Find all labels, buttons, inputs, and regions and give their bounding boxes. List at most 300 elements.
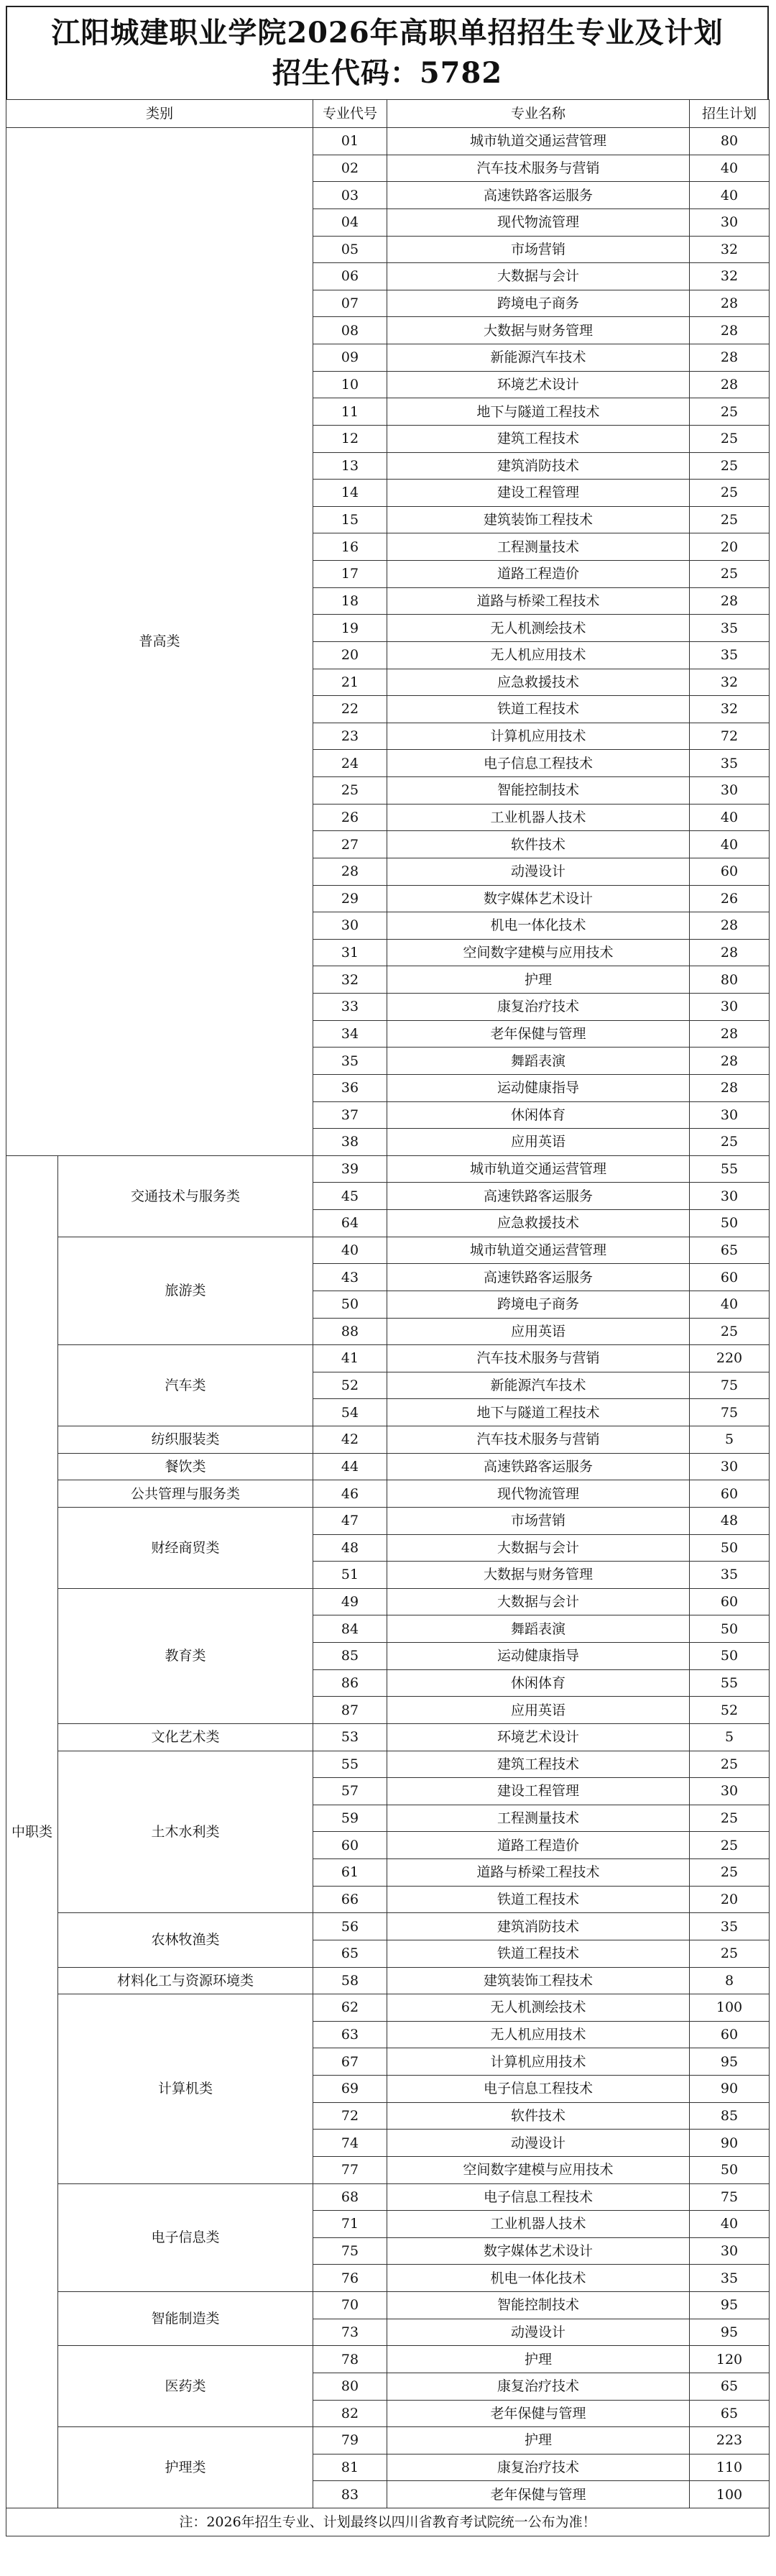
quota-cell: 26 xyxy=(690,885,770,912)
header-name: 专业名称 xyxy=(387,100,690,128)
major-name-cell: 计算机应用技术 xyxy=(387,723,690,750)
major-code-cell: 35 xyxy=(313,1048,387,1075)
quota-cell: 40 xyxy=(690,831,770,858)
major-code-cell: 10 xyxy=(313,371,387,398)
major-code-cell: 28 xyxy=(313,858,387,885)
quota-cell: 28 xyxy=(690,587,770,615)
major-name-cell: 工程测量技术 xyxy=(387,1805,690,1832)
quota-cell: 55 xyxy=(690,1669,770,1697)
major-code-cell: 64 xyxy=(313,1210,387,1237)
major-name-cell: 电子信息工程技术 xyxy=(387,2183,690,2211)
quota-cell: 30 xyxy=(690,1778,770,1805)
table-row xyxy=(6,128,770,155)
major-name-cell: 应用英语 xyxy=(387,1129,690,1156)
major-name-cell: 环境艺术设计 xyxy=(387,1723,690,1751)
quota-cell: 25 xyxy=(690,480,770,507)
major-code-cell: 38 xyxy=(313,1129,387,1156)
quota-cell: 50 xyxy=(690,1210,770,1237)
major-name-cell: 老年保健与管理 xyxy=(387,2400,690,2427)
subcategory-cell: 纺织服装类 xyxy=(58,1426,313,1454)
major-code-cell: 52 xyxy=(313,1372,387,1399)
major-code-cell: 21 xyxy=(313,669,387,696)
quota-cell: 28 xyxy=(690,939,770,966)
subcategory-cell: 护理类 xyxy=(58,2427,313,2508)
subcategory-cell: 农林牧渔类 xyxy=(58,1913,313,1967)
quota-cell: 85 xyxy=(690,2102,770,2130)
quota-cell: 35 xyxy=(690,615,770,642)
quota-cell: 50 xyxy=(690,1615,770,1643)
major-code-cell: 74 xyxy=(313,2130,387,2157)
major-code-cell: 03 xyxy=(313,182,387,209)
quota-cell: 25 xyxy=(690,1129,770,1156)
major-code-cell: 85 xyxy=(313,1643,387,1670)
major-name-cell: 建设工程管理 xyxy=(387,480,690,507)
quota-cell: 25 xyxy=(690,561,770,588)
major-code-cell: 75 xyxy=(313,2237,387,2265)
major-code-cell: 86 xyxy=(313,1669,387,1697)
major-code-cell: 45 xyxy=(313,1183,387,1210)
major-code-cell: 44 xyxy=(313,1453,387,1480)
major-name-cell: 高速铁路客运服务 xyxy=(387,1183,690,1210)
quota-cell: 60 xyxy=(690,1480,770,1508)
quota-cell: 60 xyxy=(690,2021,770,2048)
quota-cell: 95 xyxy=(690,2048,770,2076)
major-code-cell: 14 xyxy=(313,480,387,507)
major-name-cell: 动漫设计 xyxy=(387,2130,690,2157)
quota-cell: 20 xyxy=(690,1886,770,1913)
major-name-cell: 现代物流管理 xyxy=(387,1480,690,1508)
major-code-cell: 07 xyxy=(313,290,387,317)
major-name-cell: 城市轨道交通运营管理 xyxy=(387,128,690,155)
quota-cell: 25 xyxy=(690,1940,770,1967)
subcategory-cell: 财经商贸类 xyxy=(58,1507,313,1588)
enrollment-plan-table xyxy=(6,99,770,2536)
major-name-cell: 跨境电子商务 xyxy=(387,290,690,317)
major-name-cell: 舞蹈表演 xyxy=(387,1615,690,1643)
table-row xyxy=(6,2346,770,2373)
quota-cell: 30 xyxy=(690,1101,770,1129)
quota-cell: 28 xyxy=(690,1020,770,1048)
table-row xyxy=(6,1994,770,2022)
table-row xyxy=(6,1507,770,1534)
major-name-cell: 城市轨道交通运营管理 xyxy=(387,1237,690,1264)
quota-cell: 25 xyxy=(690,425,770,452)
header-code: 专业代号 xyxy=(313,100,387,128)
major-code-cell: 56 xyxy=(313,1913,387,1940)
quota-cell: 40 xyxy=(690,182,770,209)
major-code-cell: 55 xyxy=(313,1751,387,1778)
major-code-cell: 12 xyxy=(313,425,387,452)
major-code-cell: 65 xyxy=(313,1940,387,1967)
category-type-cell: 普高类 xyxy=(6,128,313,1156)
major-name-cell: 现代物流管理 xyxy=(387,208,690,236)
major-name-cell: 护理 xyxy=(387,966,690,994)
major-code-cell: 32 xyxy=(313,966,387,994)
quota-cell: 30 xyxy=(690,777,770,805)
major-code-cell: 23 xyxy=(313,723,387,750)
title-block xyxy=(6,6,769,99)
major-code-cell: 60 xyxy=(313,1832,387,1859)
major-code-cell: 76 xyxy=(313,2265,387,2292)
table-row xyxy=(6,1967,770,1994)
major-code-cell: 68 xyxy=(313,2183,387,2211)
major-name-cell: 空间数字建模与应用技术 xyxy=(387,2156,690,2183)
major-code-cell: 15 xyxy=(313,506,387,533)
major-name-cell: 工程测量技术 xyxy=(387,533,690,561)
major-name-cell: 康复治疗技术 xyxy=(387,994,690,1021)
major-code-cell: 26 xyxy=(313,804,387,831)
major-name-cell: 铁道工程技术 xyxy=(387,1886,690,1913)
major-code-cell: 53 xyxy=(313,1723,387,1751)
major-code-cell: 09 xyxy=(313,344,387,372)
major-name-cell: 休闲体育 xyxy=(387,1669,690,1697)
table-row xyxy=(6,1480,770,1508)
major-name-cell: 软件技术 xyxy=(387,2102,690,2130)
major-code-cell: 41 xyxy=(313,1345,387,1372)
major-code-cell: 48 xyxy=(313,1534,387,1562)
major-name-cell: 高速铁路客运服务 xyxy=(387,1264,690,1291)
quota-cell: 30 xyxy=(690,2237,770,2265)
major-code-cell: 40 xyxy=(313,1237,387,1264)
major-name-cell: 道路工程造价 xyxy=(387,561,690,588)
quota-cell: 28 xyxy=(690,1074,770,1101)
subcategory-cell: 公共管理与服务类 xyxy=(58,1480,313,1508)
quota-cell: 75 xyxy=(690,2183,770,2211)
major-name-cell: 建筑工程技术 xyxy=(387,1751,690,1778)
note-row xyxy=(6,2508,770,2536)
major-name-cell: 软件技术 xyxy=(387,831,690,858)
major-code-cell: 06 xyxy=(313,263,387,290)
quota-cell: 75 xyxy=(690,1372,770,1399)
subcategory-cell: 汽车类 xyxy=(58,1345,313,1426)
table-row xyxy=(6,1155,770,1183)
major-code-cell: 08 xyxy=(313,317,387,344)
major-name-cell: 市场营销 xyxy=(387,1507,690,1534)
major-name-cell: 工业机器人技术 xyxy=(387,2211,690,2238)
major-code-cell: 88 xyxy=(313,1318,387,1345)
major-name-cell: 电子信息工程技术 xyxy=(387,750,690,777)
quota-cell: 30 xyxy=(690,208,770,236)
quota-cell: 28 xyxy=(690,371,770,398)
major-name-cell: 护理 xyxy=(387,2346,690,2373)
quota-cell: 80 xyxy=(690,128,770,155)
quota-cell: 50 xyxy=(690,1643,770,1670)
major-name-cell: 建筑消防技术 xyxy=(387,1913,690,1940)
quota-cell: 30 xyxy=(690,1183,770,1210)
quota-cell: 30 xyxy=(690,994,770,1021)
major-name-cell: 道路与桥梁工程技术 xyxy=(387,1859,690,1887)
subcategory-cell: 文化艺术类 xyxy=(58,1723,313,1751)
major-name-cell: 应急救援技术 xyxy=(387,1210,690,1237)
major-name-cell: 地下与隧道工程技术 xyxy=(387,1399,690,1426)
major-code-cell: 29 xyxy=(313,885,387,912)
table-row xyxy=(6,1751,770,1778)
major-name-cell: 计算机应用技术 xyxy=(387,2048,690,2076)
major-name-cell: 电子信息工程技术 xyxy=(387,2076,690,2103)
table-row xyxy=(6,1453,770,1480)
quota-cell: 25 xyxy=(690,1318,770,1345)
quota-cell: 20 xyxy=(690,533,770,561)
quota-cell: 25 xyxy=(690,1859,770,1887)
major-name-cell: 应急救援技术 xyxy=(387,669,690,696)
major-code-cell: 19 xyxy=(313,615,387,642)
major-code-cell: 73 xyxy=(313,2319,387,2346)
table-row xyxy=(6,1588,770,1615)
major-code-cell: 33 xyxy=(313,994,387,1021)
quota-cell: 32 xyxy=(690,236,770,263)
major-name-cell: 市场营销 xyxy=(387,236,690,263)
quota-cell: 35 xyxy=(690,2265,770,2292)
quota-cell: 95 xyxy=(690,2292,770,2319)
quota-cell: 35 xyxy=(690,1562,770,1589)
major-name-cell: 汽车技术服务与营销 xyxy=(387,1426,690,1454)
major-code-cell: 22 xyxy=(313,696,387,723)
quota-cell: 28 xyxy=(690,344,770,372)
major-name-cell: 动漫设计 xyxy=(387,858,690,885)
quota-cell: 5 xyxy=(690,1426,770,1454)
major-code-cell: 20 xyxy=(313,641,387,669)
enrollment-code: 招生代码：5782 xyxy=(272,56,503,90)
major-name-cell: 运动健康指导 xyxy=(387,1074,690,1101)
subcategory-cell: 餐饮类 xyxy=(58,1453,313,1480)
quota-cell: 72 xyxy=(690,723,770,750)
quota-cell: 32 xyxy=(690,696,770,723)
major-code-cell: 34 xyxy=(313,1020,387,1048)
quota-cell: 25 xyxy=(690,1805,770,1832)
major-name-cell: 道路与桥梁工程技术 xyxy=(387,587,690,615)
major-code-cell: 37 xyxy=(313,1101,387,1129)
major-code-cell: 17 xyxy=(313,561,387,588)
major-code-cell: 13 xyxy=(313,452,387,480)
major-code-cell: 47 xyxy=(313,1507,387,1534)
subcategory-cell: 材料化工与资源环境类 xyxy=(58,1967,313,1994)
major-code-cell: 70 xyxy=(313,2292,387,2319)
quota-cell: 40 xyxy=(690,804,770,831)
quota-cell: 90 xyxy=(690,2076,770,2103)
subcategory-cell: 土木水利类 xyxy=(58,1751,313,1913)
major-name-cell: 康复治疗技术 xyxy=(387,2373,690,2400)
major-name-cell: 应用英语 xyxy=(387,1318,690,1345)
major-name-cell: 大数据与财务管理 xyxy=(387,317,690,344)
header-quota: 招生计划 xyxy=(690,100,770,128)
quota-cell: 65 xyxy=(690,2373,770,2400)
major-name-cell: 动漫设计 xyxy=(387,2319,690,2346)
quota-cell: 65 xyxy=(690,1237,770,1264)
major-code-cell: 78 xyxy=(313,2346,387,2373)
quota-cell: 28 xyxy=(690,290,770,317)
major-code-cell: 31 xyxy=(313,939,387,966)
quota-cell: 35 xyxy=(690,1913,770,1940)
major-name-cell: 建设工程管理 xyxy=(387,1778,690,1805)
major-name-cell: 新能源汽车技术 xyxy=(387,1372,690,1399)
major-code-cell: 87 xyxy=(313,1697,387,1724)
quota-cell: 100 xyxy=(690,1994,770,2022)
quota-cell: 5 xyxy=(690,1723,770,1751)
major-name-cell: 数字媒体艺术设计 xyxy=(387,2237,690,2265)
major-code-cell: 16 xyxy=(313,533,387,561)
quota-cell: 48 xyxy=(690,1507,770,1534)
major-name-cell: 机电一体化技术 xyxy=(387,912,690,940)
major-name-cell: 铁道工程技术 xyxy=(387,1940,690,1967)
subcategory-cell: 智能制造类 xyxy=(58,2292,313,2346)
quota-cell: 50 xyxy=(690,2156,770,2183)
table-row xyxy=(6,1237,770,1264)
footnote: 注：2026年招生专业、计划最终以四川省教育考试院统一公布为准！ xyxy=(6,2508,770,2536)
major-name-cell: 无人机测绘技术 xyxy=(387,1994,690,2022)
major-code-cell: 18 xyxy=(313,587,387,615)
major-name-cell: 老年保健与管理 xyxy=(387,2481,690,2508)
major-name-cell: 铁道工程技术 xyxy=(387,696,690,723)
quota-cell: 120 xyxy=(690,2346,770,2373)
major-name-cell: 建筑工程技术 xyxy=(387,425,690,452)
quota-cell: 25 xyxy=(690,506,770,533)
major-code-cell: 62 xyxy=(313,1994,387,2022)
major-code-cell: 01 xyxy=(313,128,387,155)
major-code-cell: 66 xyxy=(313,1886,387,1913)
major-name-cell: 大数据与会计 xyxy=(387,1534,690,1562)
major-code-cell: 81 xyxy=(313,2454,387,2481)
quota-cell: 40 xyxy=(690,1291,770,1318)
major-code-cell: 79 xyxy=(313,2427,387,2454)
major-code-cell: 67 xyxy=(313,2048,387,2076)
table-row xyxy=(6,2183,770,2211)
major-code-cell: 84 xyxy=(313,1615,387,1643)
major-code-cell: 57 xyxy=(313,1778,387,1805)
major-code-cell: 69 xyxy=(313,2076,387,2103)
major-code-cell: 49 xyxy=(313,1588,387,1615)
table-header-row xyxy=(6,100,770,128)
table-row xyxy=(6,2427,770,2454)
table-row xyxy=(6,2292,770,2319)
major-name-cell: 老年保健与管理 xyxy=(387,1020,690,1048)
category-type-cell: 中职类 xyxy=(6,1155,58,2508)
major-code-cell: 27 xyxy=(313,831,387,858)
quota-cell: 60 xyxy=(690,858,770,885)
page-title: 江阳城建职业学院2026年高职单招招生专业及计划 xyxy=(51,16,724,50)
major-code-cell: 30 xyxy=(313,912,387,940)
quota-cell: 223 xyxy=(690,2427,770,2454)
major-code-cell: 61 xyxy=(313,1859,387,1887)
quota-cell: 25 xyxy=(690,452,770,480)
major-code-cell: 51 xyxy=(313,1562,387,1589)
major-name-cell: 智能控制技术 xyxy=(387,2292,690,2319)
major-code-cell: 50 xyxy=(313,1291,387,1318)
quota-cell: 95 xyxy=(690,2319,770,2346)
quota-cell: 40 xyxy=(690,2211,770,2238)
quota-cell: 60 xyxy=(690,1264,770,1291)
major-name-cell: 道路工程造价 xyxy=(387,1832,690,1859)
major-name-cell: 建筑装饰工程技术 xyxy=(387,1967,690,1994)
quota-cell: 110 xyxy=(690,2454,770,2481)
major-name-cell: 数字媒体艺术设计 xyxy=(387,885,690,912)
major-name-cell: 高速铁路客运服务 xyxy=(387,1453,690,1480)
subcategory-cell: 教育类 xyxy=(58,1588,313,1723)
major-code-cell: 39 xyxy=(313,1155,387,1183)
quota-cell: 90 xyxy=(690,2130,770,2157)
major-code-cell: 72 xyxy=(313,2102,387,2130)
quota-cell: 25 xyxy=(690,398,770,426)
major-name-cell: 新能源汽车技术 xyxy=(387,344,690,372)
major-code-cell: 54 xyxy=(313,1399,387,1426)
major-name-cell: 智能控制技术 xyxy=(387,777,690,805)
major-name-cell: 城市轨道交通运营管理 xyxy=(387,1155,690,1183)
major-code-cell: 82 xyxy=(313,2400,387,2427)
quota-cell: 32 xyxy=(690,669,770,696)
major-name-cell: 康复治疗技术 xyxy=(387,2454,690,2481)
major-name-cell: 建筑装饰工程技术 xyxy=(387,506,690,533)
major-code-cell: 63 xyxy=(313,2021,387,2048)
major-name-cell: 无人机测绘技术 xyxy=(387,615,690,642)
major-code-cell: 04 xyxy=(313,208,387,236)
major-code-cell: 80 xyxy=(313,2373,387,2400)
subcategory-cell: 电子信息类 xyxy=(58,2183,313,2292)
quota-cell: 8 xyxy=(690,1967,770,1994)
major-name-cell: 护理 xyxy=(387,2427,690,2454)
major-name-cell: 工业机器人技术 xyxy=(387,804,690,831)
major-code-cell: 24 xyxy=(313,750,387,777)
subcategory-cell: 医药类 xyxy=(58,2346,313,2427)
major-code-cell: 36 xyxy=(313,1074,387,1101)
major-code-cell: 46 xyxy=(313,1480,387,1508)
major-name-cell: 机电一体化技术 xyxy=(387,2265,690,2292)
quota-cell: 75 xyxy=(690,1399,770,1426)
quota-cell: 100 xyxy=(690,2481,770,2508)
quota-cell: 28 xyxy=(690,912,770,940)
table-row xyxy=(6,1723,770,1751)
quota-cell: 50 xyxy=(690,1534,770,1562)
major-code-cell: 83 xyxy=(313,2481,387,2508)
major-code-cell: 02 xyxy=(313,155,387,182)
major-name-cell: 汽车技术服务与营销 xyxy=(387,1345,690,1372)
major-name-cell: 运动健康指导 xyxy=(387,1643,690,1670)
major-code-cell: 43 xyxy=(313,1264,387,1291)
major-name-cell: 环境艺术设计 xyxy=(387,371,690,398)
major-name-cell: 跨境电子商务 xyxy=(387,1291,690,1318)
quota-cell: 35 xyxy=(690,641,770,669)
quota-cell: 28 xyxy=(690,1048,770,1075)
major-code-cell: 11 xyxy=(313,398,387,426)
major-name-cell: 休闲体育 xyxy=(387,1101,690,1129)
major-name-cell: 汽车技术服务与营销 xyxy=(387,155,690,182)
major-name-cell: 高速铁路客运服务 xyxy=(387,182,690,209)
subcategory-cell: 计算机类 xyxy=(58,1994,313,2183)
major-code-cell: 71 xyxy=(313,2211,387,2238)
major-code-cell: 05 xyxy=(313,236,387,263)
major-name-cell: 舞蹈表演 xyxy=(387,1048,690,1075)
quota-cell: 220 xyxy=(690,1345,770,1372)
subcategory-cell: 交通技术与服务类 xyxy=(58,1155,313,1237)
major-code-cell: 25 xyxy=(313,777,387,805)
major-name-cell: 地下与隧道工程技术 xyxy=(387,398,690,426)
quota-cell: 40 xyxy=(690,155,770,182)
quota-cell: 30 xyxy=(690,1453,770,1480)
major-code-cell: 58 xyxy=(313,1967,387,1994)
major-name-cell: 应用英语 xyxy=(387,1697,690,1724)
quota-cell: 65 xyxy=(690,2400,770,2427)
quota-cell: 55 xyxy=(690,1155,770,1183)
major-name-cell: 空间数字建模与应用技术 xyxy=(387,939,690,966)
subcategory-cell: 旅游类 xyxy=(58,1237,313,1345)
quota-cell: 32 xyxy=(690,263,770,290)
quota-cell: 35 xyxy=(690,750,770,777)
major-name-cell: 无人机应用技术 xyxy=(387,2021,690,2048)
major-name-cell: 大数据与会计 xyxy=(387,263,690,290)
header-category: 类别 xyxy=(6,100,313,128)
table-row xyxy=(6,1913,770,1940)
quota-cell: 25 xyxy=(690,1751,770,1778)
major-code-cell: 59 xyxy=(313,1805,387,1832)
table-row xyxy=(6,1426,770,1454)
